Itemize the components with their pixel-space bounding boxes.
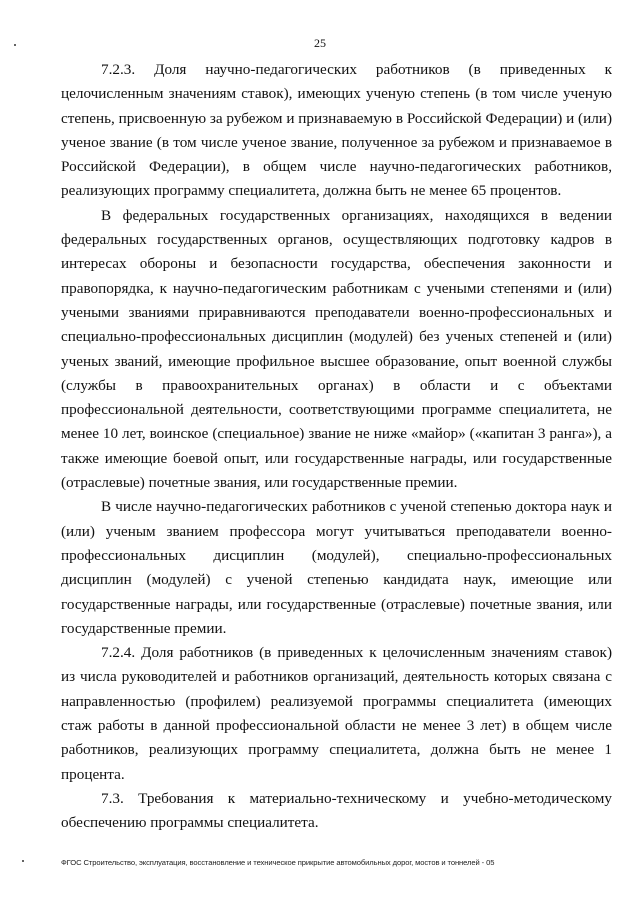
page-number: 25 xyxy=(314,36,326,50)
paragraph-federal-organizations: В федеральных государственных организациях, находящихся в ведении федеральных государственных органов, осуществляющих подготовку кадров в интересах обороны и безопасности государства, обеспечения законности и правопорядка, к научно-педагогическим работникам с учеными степенями и (или) учеными званиями приравниваются преподаватели военно-профессиональных и специально-профессиональных дисциплин (модулей) без ученых степеней и (или) ученых званий, имеющие профильное высшее образование, опыт военной службы (службы в правоохранительных органах) в области и с объектами профессиональной деятельности, соответствующими программе специалитета, не менее 10 лет, воинское (специальное) звание не ниже «майор» («капитан 3 ранга»), а также имеющие боевой опыт, или государственные награды, или государственные (отраслевые) почетные звания, или государственные премии. xyxy=(61,206,612,492)
scan-speck xyxy=(22,860,24,862)
paragraph-doctors-professors: В числе научно-педагогических работников с ученой степенью доктора наук и (или) ученым званием профессора могут учитываться преподаватели военно-профессиональных дисциплин (модулей), специально-профессиональных дисциплин (модулей) с ученой степенью кандидата наук, имеющие или государственные награды, или государственные (отраслевые) почетные звания, или государственные премии. xyxy=(61,498,612,637)
paragraph-7-2-3: 7.2.3. Доля научно-педагогических работников (в приведенных к целочисленным значениям ставок), имеющих ученую степень (в том числе ученую степень, присвоенную за рубежом и признаваемую в Российской Федерации) и (или) ученое звание (в том числе ученое звание, полученное за рубежом и признаваемое в Российской Федерации), в общем числе научно-педагогических работников, реализующих программу специалитета, должна быть не менее 65 процентов. xyxy=(61,61,612,200)
page-footer: ФГОС Строительство, эксплуатация, восстановление и техническое прикрытие автомобильных дорог, мостов и тоннелей - 05 xyxy=(61,858,495,867)
paragraph-7-3: 7.3. Требования к материально-техническому и учебно-методическому обеспечению программы специалитета. xyxy=(61,789,612,832)
document-body xyxy=(61,58,612,836)
paragraph-7-2-4: 7.2.4. Доля работников (в приведенных к целочисленным значениям ставок) из числа руководителей и работников организаций, деятельность которых связана с направленностью (профилем) реализуемой программы специалитета (имеющих стаж работы в данной профессиональной области не менее 3 лет) в общем числе работников, реализующих программу специалитета, должна быть не менее 1 процента. xyxy=(61,644,612,783)
